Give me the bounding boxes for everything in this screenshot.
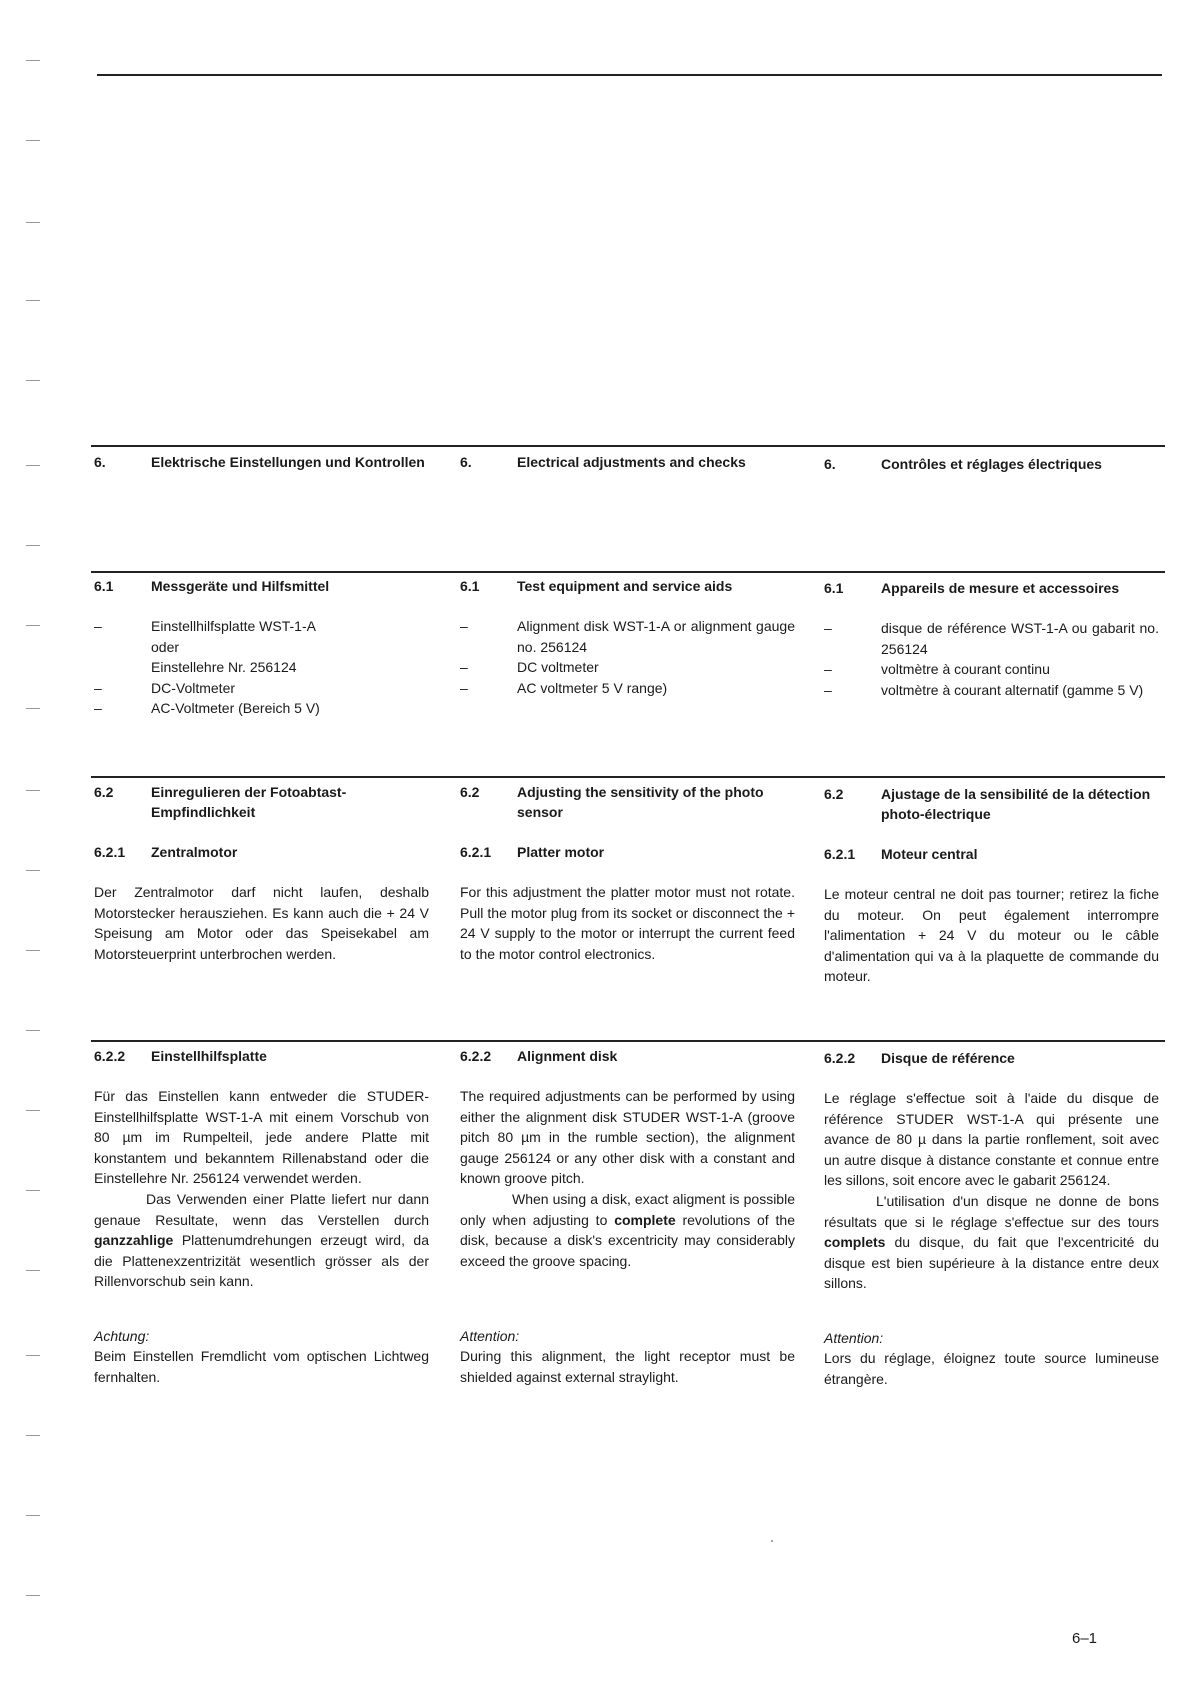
attention-note: Achtung: Beim Einstellen Fremdlicht vom optischen Lichtweg fernhalten.	[94, 1328, 429, 1385]
section-6-2-2-de	[94, 1046, 429, 1387]
attention-note: Attention: During this alignment, the light receptor must be shielded against external straylight.	[460, 1328, 795, 1385]
section-heading: 6.2.2 Alignment disk	[460, 1048, 618, 1064]
subsection-heading: 6.2.1 Zentralmotor	[94, 844, 238, 860]
section-6-1-en	[460, 576, 795, 698]
section-heading: 6. Electrical adjustments and checks	[460, 454, 746, 470]
section-heading: 6. Elektrische Einstellungen und Kontrollen	[94, 454, 425, 470]
equipment-list	[460, 616, 795, 698]
section-heading: 6.2.2 Einstellhilfsplatte	[94, 1048, 267, 1064]
list-item: – AC-Voltmeter (Bereich 5 V)	[94, 700, 320, 717]
section-heading: 6. Contrôles et réglages électriques	[824, 456, 1102, 472]
section-6-2-2-en	[460, 1046, 795, 1387]
section-6-de	[94, 452, 429, 472]
section-body: Für das Einstellen kann entweder die STUDER-Einstellhilfsplatte WST-1-A mit einem Vorschub von 80 µm im Rumpelteil, jede andere Platte mit konstantem und bekanntem Rillenabstand oder die Einstellehre Nr. 256124 verwendet werden. Das Verwenden einer Platte liefert nur dann genaue Resultate, wenn das Verstellen durch ganzzahlige Plattenumdrehungen erzeugt wird, da die Plattenexzentrizität wesentlich grösser als der Rillenvorschub sein kann.	[94, 1088, 429, 1290]
section-heading: 6.1 Messgeräte und Hilfsmittel	[94, 578, 330, 594]
top-rule	[97, 74, 1162, 76]
list-item: – DC-Voltmeter	[94, 679, 236, 696]
section-heading: 6.2 Adjusting the sensitivity of the photo sensor	[460, 784, 764, 820]
scan-speck	[771, 1540, 773, 1542]
section-6-1-rule	[91, 571, 1165, 573]
list-item: Einstellehre Nr. 256124	[151, 659, 297, 676]
section-body: For this adjustment the platter motor must not rotate. Pull the motor plug from its socket or disconnect the + 24 V supply to the motor or interrupt the current feed to the motor control electronics.	[460, 884, 795, 962]
section-heading: 6.2.2 Disque de référence	[824, 1050, 1015, 1066]
subsection-heading: 6.2.1 Moteur central	[824, 846, 978, 862]
equipment-list	[94, 616, 429, 719]
section-body: Le moteur central ne doit pas tourner; retirez la fiche du moteur. On peut également interrompre l'alimentation + 24 V du moteur ou le câble d'alimentation qui va à la plaquette de commande du moteur.	[824, 886, 1159, 985]
section-heading: 6.1 Test equipment and service aids	[460, 578, 733, 594]
list-item: – DC voltmeter	[460, 659, 599, 676]
section-6-2-2-fr	[824, 1048, 1159, 1389]
list-item: – Einstellhilfsplatte WST-1-A	[94, 618, 316, 634]
subsection-heading: 6.2.1 Platter motor	[460, 844, 605, 860]
section-body: Der Zentralmotor darf nicht laufen, deshalb Motorstecker herausziehen. Es kann auch die + 24 V Speisung am Motor oder das Speisekabel am Motorsteuerprint unterbrochen werden.	[94, 884, 429, 962]
list-item: – voltmètre à courant continu	[824, 661, 1050, 678]
list-item: – AC voltmeter 5 V range)	[460, 679, 668, 696]
attention-note: Attention: Lors du réglage, éloignez toute source lumineuse étrangère.	[824, 1330, 1159, 1387]
section-heading: 6.1 Appareils de mesure et accessoires	[824, 580, 1120, 596]
section-6-2-2-rule	[91, 1040, 1165, 1042]
section-6-2-rule	[91, 776, 1165, 778]
section-6-1-de	[94, 576, 429, 719]
section-6-en	[460, 452, 795, 472]
section-body: The required adjustments can be performed by using either the alignment disk STUDER WST-1-A (groove pitch 80 µm in the rumble section), the alignment gauge 256124 or any other disk with a constant and known groove pitch. When using a disk, exact aligment is possible only when adjusting to complete revolutions of the disk, because a disk's excentricity may considerably exceed the groove spacing.	[460, 1088, 795, 1269]
section-6-rule	[91, 445, 1165, 447]
page-number: 6–1	[1072, 1630, 1098, 1647]
section-6-2-en	[460, 782, 795, 964]
equipment-list	[824, 618, 1159, 700]
section-heading: 6.2 Ajustage de la sensibilité de la détection photo-électrique	[824, 786, 1151, 822]
section-6-fr	[824, 454, 1159, 474]
section-body: Le réglage s'effectue soit à l'aide du disque de référence STUDER WST-1-A qui présente une avance de 80 µ dans la partie ronflement, soit avec un autre disque à distance constante et connue entre les sillons, soit encore avec le gabarit 256124. L'utilisation d'un disque ne donne de bons résultats que si le réglage s'effectue sur des tours complets du disque, du fait que l'excentricité du disque est bien supérieure à la distance entre deux sillons.	[824, 1090, 1159, 1292]
section-6-2-de	[94, 782, 429, 964]
section-6-1-fr	[824, 578, 1159, 700]
list-item: – disque de référence WST-1-A ou gabarit no. 256124	[824, 620, 1159, 657]
list-item: – voltmètre à courant alternatif (gamme 5 V)	[824, 681, 1144, 698]
section-heading: 6.2 Einregulieren der Fotoabtast-Empfindlichkeit	[94, 784, 347, 820]
list-item: – Alignment disk WST-1-A or alignment gauge no. 256124	[460, 618, 795, 655]
list-item: oder	[151, 638, 180, 655]
section-6-2-fr	[824, 784, 1159, 987]
